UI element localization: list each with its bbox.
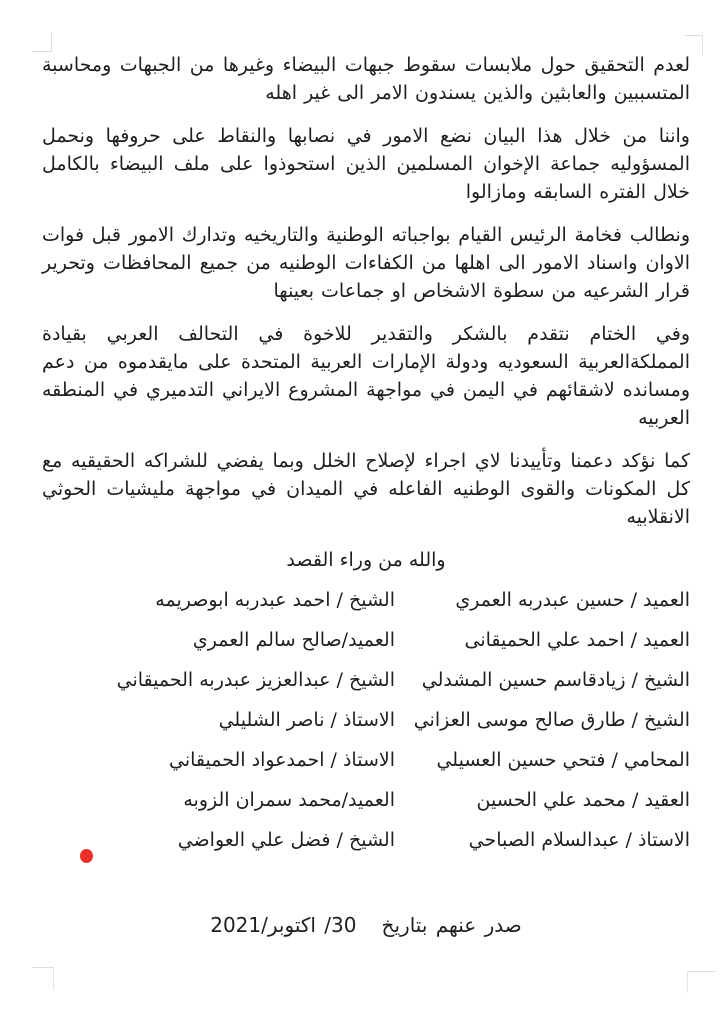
statement-paragraph: ونطالب فخامة الرئيس القيام بواجباته الوطنية والتاريخيه وتدارك الامور قبل فوات الاوان واسناد الامور الى اهلها من الكفاءات الوطنيه من جميع المحافظات وتحرير قرار الشرعيه من سطوة الاشخاص او جماعات بعينها [42,224,690,302]
statement-paragraph: لعدم التحقيق حول ملابسات سقوط جبهات البيضاء وغيرها من الجبهات ومحاسبة المتسببين والعابثين والذين يسندون الامر الى غير اهله [42,54,690,104]
signatory-name-right: العميد / حسين عبدربه العمري [455,589,690,611]
signatory-name-right: العقيد / محمد علي الحسين [476,789,690,811]
corner-mark-top-left [32,33,52,52]
signatories-list [42,580,690,860]
signatory-name-right: المحامي / فتحي حسين العسيلي [436,749,690,771]
signatory-name-left: الاستاذ / احمدعواد الحميقاني [169,749,395,771]
corner-mark-bottom-left [32,967,54,990]
statement-paragraph: كما نؤكد دعمنا وتأييدنا لاي اجراء لإصلاح الخلل وبما يفضي للشراكه الحقيقيه مع كل المكونات والقوى الوطنيه الفاعله في الميدان في مواجهة مليشيات الحوثي الانقلابيه [42,450,690,528]
signatory-row [42,740,690,780]
statement-paragraph: واننا من خلال هذا البيان نضع الامور في نصابها والنقاط على حروفها ونحمل المسؤوليه جماعة الإخوان المسلمين الذين استحوذوا على ملف البيضاء بالكامل خلال الفتره السابقه ومازالوا [42,125,690,203]
red-dot-marker [80,849,93,863]
statement-paragraph: وفي الختام نتقدم بالشكر والتقدير للاخوة في التحالف العربي بقيادة المملكةالعربية السعوديه ودولة الإمارات العربية المتحدة على مايقدموه من دعم ومسانده لاشقائهم في اليمن في مواجهة المشروع الايراني التدميري في المنطقه العربيه [42,323,690,429]
signatory-row [42,620,690,660]
signatory-name-right: الشيخ / زيادقاسم حسين المشدلي [421,669,690,691]
signatory-name-right: العميد / احمد علي الحميقانى [464,629,690,651]
signatory-name-right: الاستاذ / عبدالسلام الصباحي [468,829,690,851]
signatory-name-right: الشيخ / طارق صالح موسى العزاني [413,709,690,731]
issue-date-line: صدر عنهم بتاريخ 30/ اكتوبر/2021 [210,913,522,937]
signatory-row [42,700,690,740]
signatory-name-left: الشيخ / عبدالعزيز عبدربه الحميقاني [116,669,395,691]
signatory-name-left: الاستاذ / ناصر الشليلي [218,709,395,731]
signatory-row [42,780,690,820]
signatory-row [42,820,690,860]
statement-body [42,51,690,939]
signatory-row [42,580,690,620]
closing-line: والله من وراء القصد [286,549,446,571]
signatory-name-left: العميد/صالح سالم العمري [192,629,395,651]
signatory-row [42,660,690,700]
signatory-name-left: الشيخ / احمد عبدربه ابوصريمه [155,589,395,611]
signatory-name-left: العميد/محمد سمران الزوبه [183,789,395,811]
signatory-name-left: الشيخ / فضل علي العواضي [177,829,395,851]
corner-mark-bottom-right [687,971,716,993]
